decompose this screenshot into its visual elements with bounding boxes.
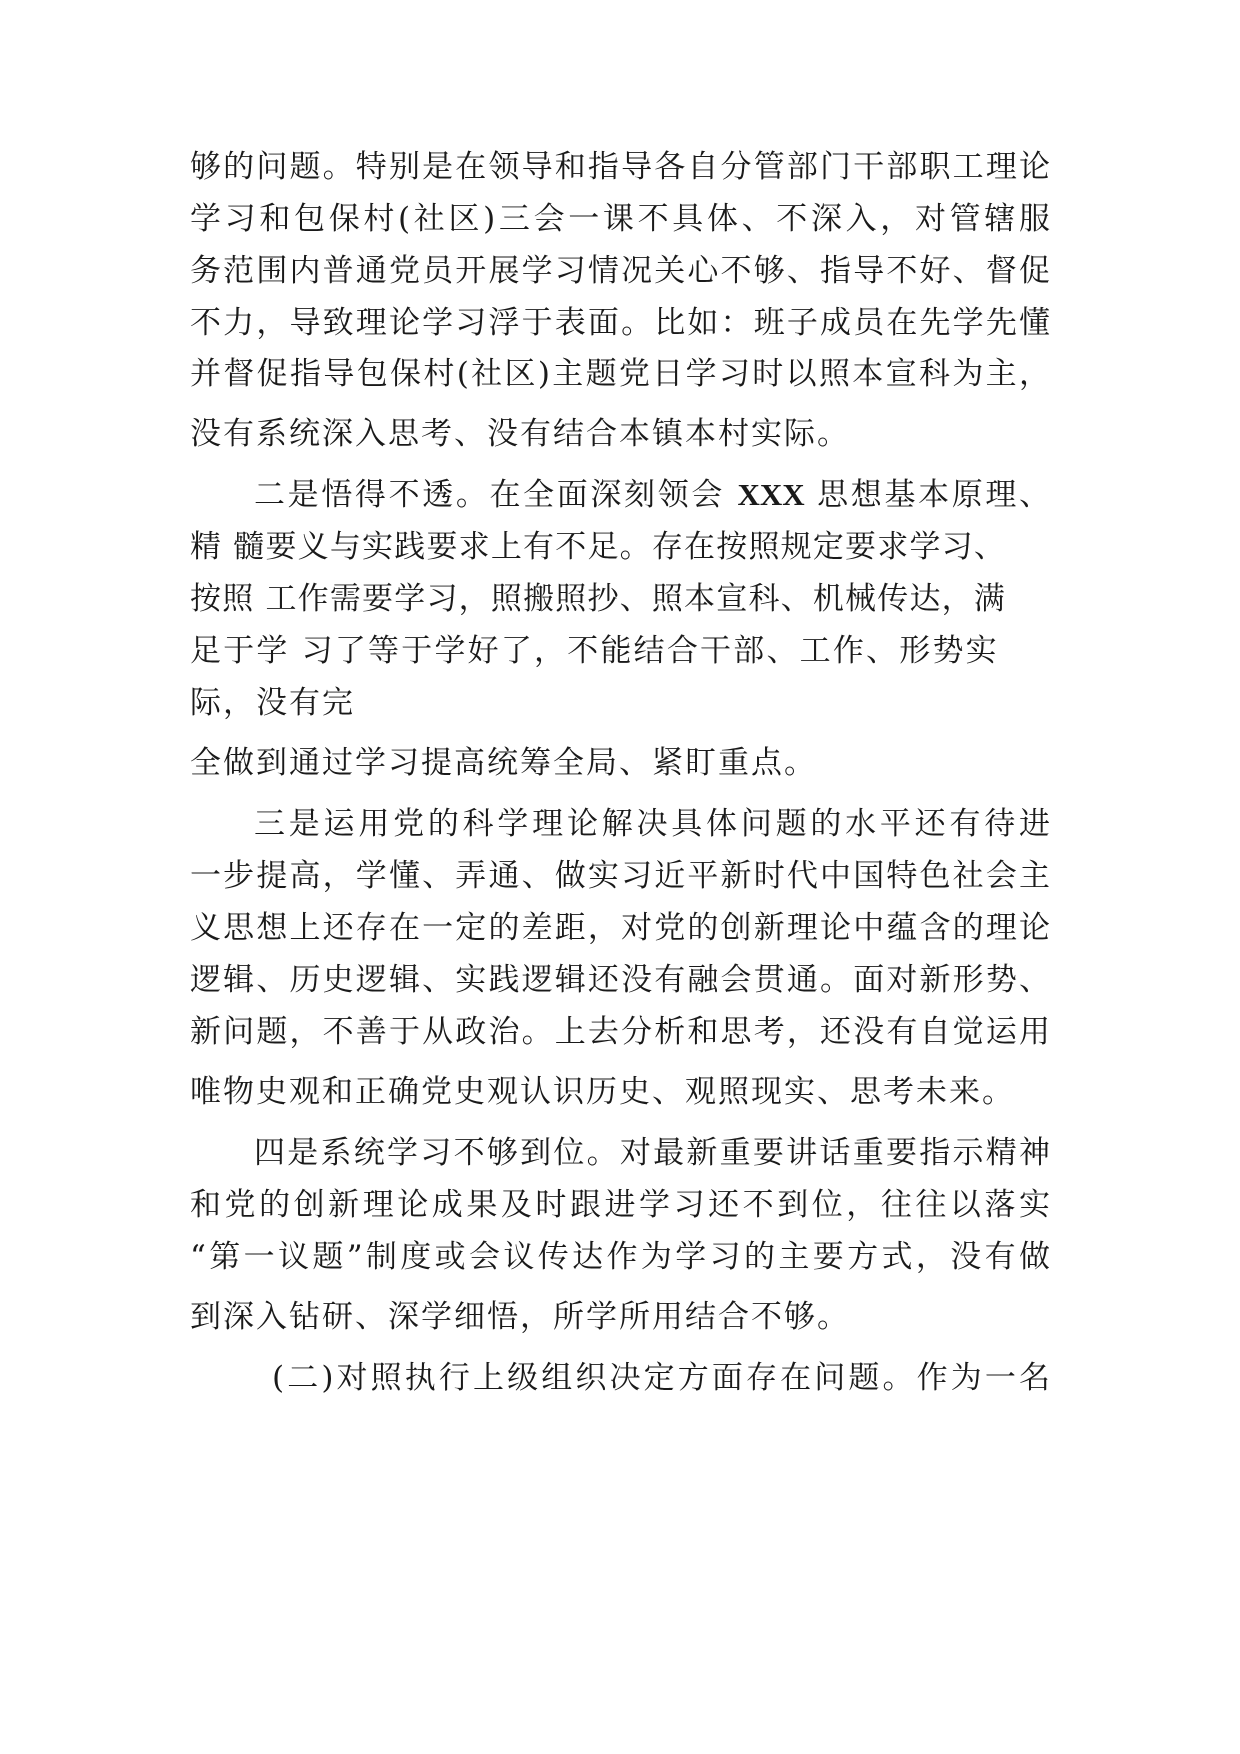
paragraph-two-first-line [254, 475, 1050, 515]
text-line: 唯物史观和正确党史观认识历史、观照现实、思考未来。 [190, 1074, 1015, 1110]
text-line: 新问题，不善于从政治。上去分析和思考，还没有自觉运用 [190, 1014, 1050, 1050]
text-line: 不力，导致理论学习浮于表面。比如：班子成员在先学先懂 [190, 305, 1050, 341]
text-line: 全做到通过学习提高统筹全局、紧盯重点。 [190, 745, 817, 781]
text-line: 一步提高，学懂、弄通、做实习近平新时代中国特色社会主 [190, 858, 1050, 894]
text-segment: 思想基本原理、 [817, 477, 1051, 513]
text-line: 际，没有完 [190, 685, 355, 721]
text-line: 足于学 习了等于学好了，不能结合干部、工作、形势实 [190, 633, 999, 669]
text-line: 和党的创新理论成果及时跟进学习还不到位，往往以落实 [190, 1187, 1050, 1223]
text-line: 务范围内普通党员开展学习情况关心不够、指导不好、督促 [190, 253, 1050, 289]
highlighted-term: XXX [737, 477, 805, 512]
text-line: 并督促指导包保村(社区)主题党日学习时以照本宣科为主， [190, 356, 1050, 392]
text-line: 四是系统学习不够到位。对最新重要讲话重要指示精神 [254, 1135, 1050, 1171]
text-line: 义思想上还存在一定的差距，对党的创新理论中蕴含的理论 [190, 910, 1050, 946]
section-heading-line: (二)对照执行上级组织决定方面存在问题。作为一名 [272, 1360, 1050, 1396]
text-segment: 二是悟得不透。在全面深刻领会 [254, 477, 725, 513]
text-line: “第一议题”制度或会议传达作为学习的主要方式，没有做 [190, 1239, 1050, 1275]
text-line: 到深入钻研、深学细悟，所学所用结合不够。 [190, 1299, 850, 1335]
text-line: 按照 工作需要学习，照搬照抄、照本宣科、机械传达，满 [190, 581, 1007, 617]
text-line: 三是运用党的科学理论解决具体问题的水平还有待进 [254, 806, 1050, 842]
text-line: 学习和包保村(社区)三会一课不具体、不深入，对管辖服 [190, 201, 1050, 237]
text-line: 逻辑、历史逻辑、实践逻辑还没有融会贯通。面对新形势、 [190, 962, 1050, 998]
text-line: 没有系统深入思考、没有结合本镇本村实际。 [190, 416, 850, 452]
text-line: 精 髓要义与实践要求上有不足。存在按照规定要求学习、 [190, 529, 1007, 565]
text-line: 够的问题。特别是在领导和指导各自分管部门干部职工理论 [190, 149, 1050, 185]
